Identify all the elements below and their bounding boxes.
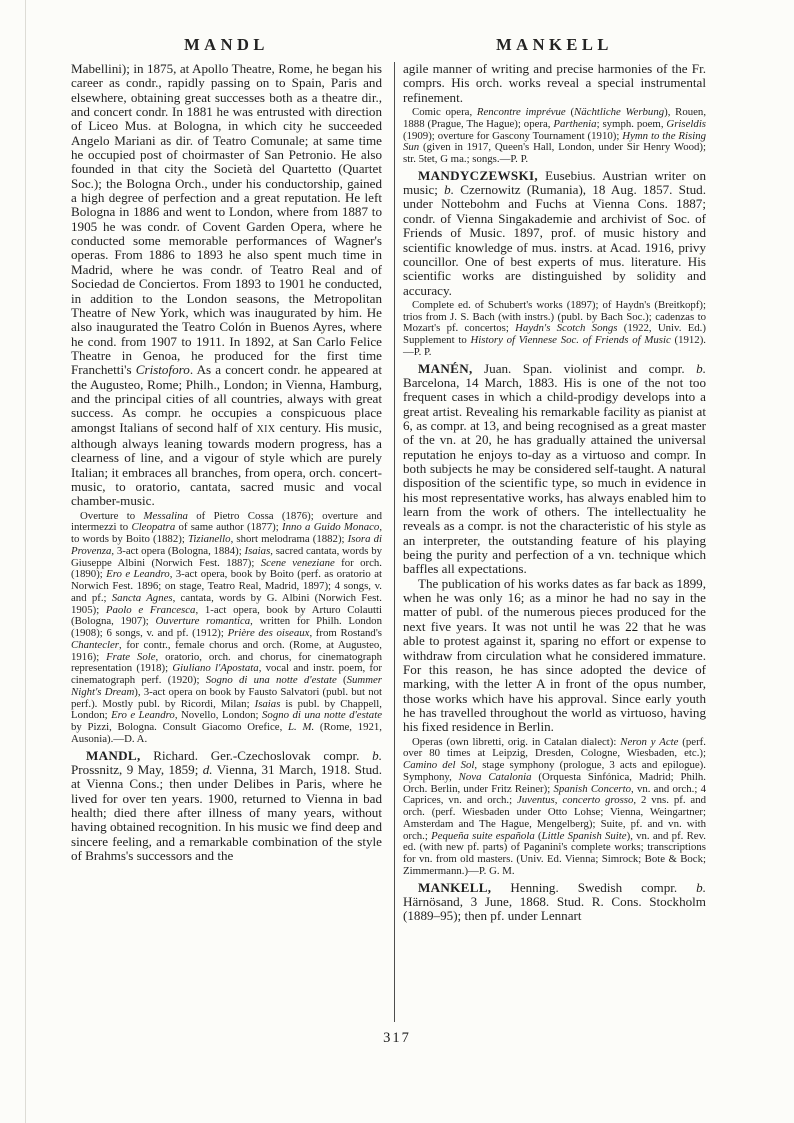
left-column: [71, 62, 382, 863]
mandyczewski-works-list: Complete ed. of Schubert's works (1897); of Haydn's (Breitkopf); trios from J. S. Bach (with instrs.) (publ. by Bach Soc.); cadenzas to Mozart's pf. concertos; Haydn's Scotch Songs (1922, Univ. Ed.) Supplement to History of Viennese Soc. of Friends of Music (1912).—P. P.: [403, 298, 706, 358]
column-divider-rule: [394, 62, 395, 1022]
running-head-left: MANDL: [184, 35, 269, 54]
previous-entry-works-list: Overture to Messalina of Pietro Cossa (1876); overture and intermezzi to Cleopatra of same author (1877); Inno a Guido Monaco, to words by Boito (1882); Tizianello, short melodrama (1882); Isora di Provenza, 3-act opera (Bologna, 1884); Isaias, sacred cantata, words by Giuseppe Albini (Norwich Fest. 1887); Scene veneziane for orch. (1890); Ero e Leandro, 3-act opera, book by Boito (perf. as oratorio at Norwich Fest. 1896; on stage, Teatro Real, Madrid, 1897); 4 songs, v. and pf.; Sancta Agnes, cantata, words by G. Albini (Norwich Fest. 1905); Paolo e Francesca, 1-act opera, book by Arturo Colautti (Bologna, 1907); Ouverture romantica, written for Philh. London (1908); 6 songs, v. and pf. (1912); Prière des oiseaux, from Rostand's Chantecler, for contr., female chorus and orch. (Rome, at Augusteo, 1916); Frate Sole, oratorio, orch. and chorus, for cinematograph representation (1918); Giuliano l'Apostata, vocal and instr. poem, for cinematograph perf. (1920); Sogno di una notte d'estate (Summer Night's Dream), 3-act opera on book by Fausto Salvatori (publ. but not perf.). Mostly publ. by Ricordi, Milan; Isaias is publ. by Chappell, London; Ero e Leandro, Novello, London; Sogno di una notte d'estate by Pizzi, Bologna. Consult Giacomo Orefice, L. M. (Rome, 1921, Ausonia).—D. A.: [71, 509, 383, 745]
running-head-right: MANKELL: [496, 35, 613, 54]
entry-mandl-richard: MANDL, Richard. Ger.-Czechoslovak compr. b. Prossnitz, 9 May, 1859; d. Vienna, 31 March, 1918. Stud. at Vienna Cons.; then under Delibes in Paris, where he lived for over ten years. 1900, returned to Vienna in bad health; died there after illness of many years, without having obtained recognition. In his music we find deep and sincere feeling, and a remarkable combination of the style of Brahms's successors and the: [71, 747, 382, 864]
entry-manen-paragraph-2: The publication of his works dates as far back as 1899, when he was only 16; as a minor he had no say in the matter of publ. of the numerous pieces produced for the next five years. It was not until he was 22 that he was able to protest against it, sparing no effort or expense to withdraw from circulation what he considered immature. For this reason, he has since adopted the device of marking, with the letter A in front of the opus number, those works which have his approval. Since early youth he has travelled throughout the world as virtuoso, having his fixed residence in Berlin.: [403, 575, 706, 735]
right-column: [403, 62, 706, 924]
entry-mandyczewski: MANDYCZEWSKI, Eusebius. Austrian writer on music; b. Czernowitz (Rumania), 18 Aug. 1857. Stud. under Nottebohm and Fuchs at Vienna Cons. 1887; condr. of Vienna Singakademie and archivist of Soc. of Friends of Music. 1897, prof. of music history and scientific knowledge of mus. instrs. at Acad. 1916, privy councillor. One of best experts of mus. literature. His scientific works are distinguished by solidity and accuracy.: [403, 167, 706, 298]
mandl-works-list: Comic opera, Rencontre imprévue (Nächtliche Werbung), Rouen, 1888 (Prague, The Hague); opera, Parthenia; symph. poem, Griseldis (1909); overture for Gascony Tournament (1910); Hymn to the Rising Sun (given in 1917, Queen's Hall, London, under Sir Henry Wood); str. 5tet, G ma.; songs.—P. P.: [403, 106, 707, 166]
page-number: 317: [383, 1030, 411, 1046]
manen-works-list: Operas (own libretti, orig. in Catalan dialect): Neron y Acte (perf. over 80 times at Leipzig, Dresden, Cologne, Wiesbaden, etc.); Camino del Sol, stage symphony (prologue, 3 acts and epilogue). Symphony, Nova Catalonia (Orquesta Sinfónica, Madrid; Philh. Orch. Berlin, under Fritz Reiner); Spanish Concerto, vn. and orch.; 4 Caprices, vn. and orch.; Juventus, concerto grosso, 2 vns. pf. and orch. (perf. Wiesbaden under Otto Lohse; Vienna, Weingartner; Amsterdam and The Hague, Mengelberg); Suite, pf. and vn. with orch.; Pequeña suite española (Little Spanish Suite), vn. and pf. Rev. ed. (with new pf. parts) of Paganini's complete works; transcriptions for vn. from old masters. (Univ. Ed. Vienna; Simrock; Bote & Bock; Zimmermann.)—P. G. M.: [403, 735, 707, 877]
previous-entry-continuation-text: Mabellini); in 1875, at Apollo Theatre, Rome, he began his career as condr., rapidly passing on to Spain, Paris and elsewhere, obtaining great successes both as a theatre dir., and concert condr. In 1881 he was entrusted with direction of Liceo Mus. at Bologna, in which city he succeeded Angelo Mariani as dir. of Teatro Comunale; at same time he occupied post of choirmaster of San Petronio. He also founded in that city the Società del Quartetto (Quartet Soc.); the Bologna Orch., under his conductorship, gained a high degree of perfection and a great reputation. He left Bologna in 1886 and went to London, where from 1887 to 1905 he was condr. of Covent Garden Opera, where he conducted some memorable performances of Wagner's operas. From 1886 to 1893 he also spent much time in Madrid, where he was condr. of Teatro Real and of Sociedad de Conciertos. From 1893 to 1901 he conducted, in addition to the London seasons, the Metropolitan Theatre of New York, which was inaugurated by him. He also inaugurated the Teatro Colón in Buenos Ayres, where he cond. from 1907 to 1911. In 1892, at San Carlo Felice Theatre in Genoa, he produced for the first time Franchetti's Cristoforo. As a concert condr. he appeared at the Augusteo, Rome; Philh., London; in Vienna, Hamburg, and the principal cities of all countries, always with great success. As compr. he occupies a conspicuous place amongst Italians of second half of XIX century. His music, although always leaning towards modern progress, has a clearness of line, and a vigour of style which are purely Italian; it embraces all branches, from opera, orch. concert-music, to oratorio, cantata, sacred music and vocal chamber-music.: [71, 61, 382, 509]
entry-mankell: MANKELL, Henning. Swedish compr. b. Härnösand, 3 June, 1868. Stud. R. Cons. Stockholm (1889–95); then pf. under Lennart: [403, 879, 706, 924]
mandl-entry-continuation-text: agile manner of writing and precise harmonies of the Fr. comprs. His orch. works reveal a special instrumental refinement.: [403, 61, 706, 105]
page-fold-line: [25, 0, 26, 1123]
entry-manen-paragraph-1: MANÉN, Juan. Span. violinist and compr. b. Barcelona, 14 March, 1883. His is one of the not too frequent cases in which a child-prodigy develops into a great artist. Revealing his remarkable facility as pianist at 6, as compr. at 13, and being recognised as a great master of the vn. at 20, he has gradually attained the universal reputation he enjoys to-day as a virtuoso and compr. In both subjects he may be considered self-taught. A natural disposition of the scientific type, so much in evidence in his most representative works, has always enabled him to learn from the work of others. The intellectuality he reveals as a compr. is not the characteristic of his style as an interpreter, the outstanding feature of his playing being the purity and perfection of a vn. technique which baffles all expectations.: [403, 360, 706, 577]
